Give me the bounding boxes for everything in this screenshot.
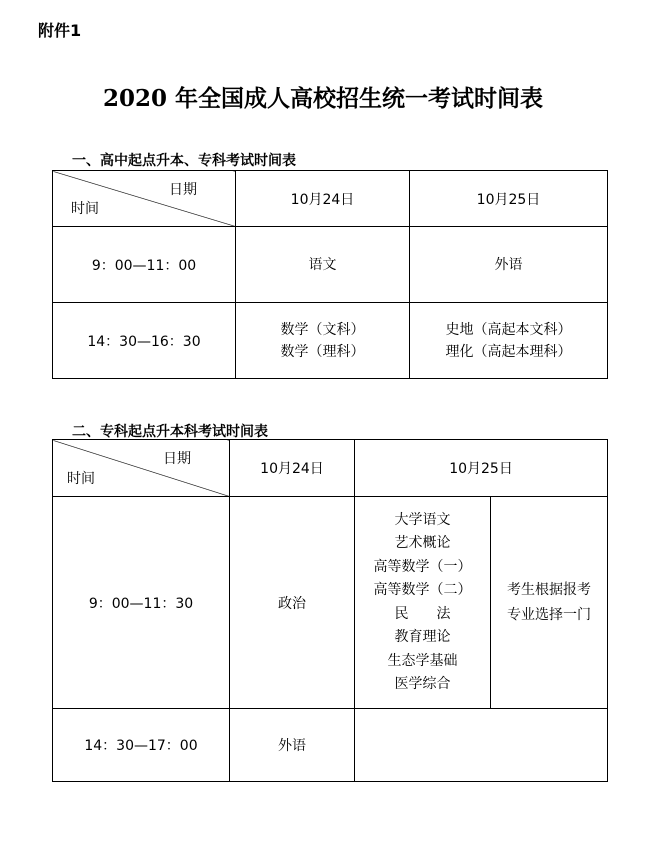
subject-text: 外语 [494, 256, 523, 273]
subject-text: 大学语文 [394, 511, 451, 528]
subject-text: 生态学基础 [387, 652, 458, 669]
subject-cell [410, 227, 608, 303]
section2-heading: 二、专科起点升本科考试时间表 [72, 424, 268, 440]
date-header-label: 日期 [169, 182, 197, 198]
subject-text: 艺术概论 [394, 535, 451, 551]
subject-text: 教育理论 [394, 629, 451, 645]
schedule-table-1 [52, 170, 608, 379]
table-row [53, 227, 608, 303]
selection-note-cell [491, 497, 608, 709]
table1-header-row [53, 171, 608, 227]
table2-day2-header: 10月25日 [355, 440, 608, 497]
subject-text: 民 法 [394, 605, 451, 622]
section1-heading: 一、高中起点升本、专科考试时间表 [72, 153, 296, 169]
time-slot-cell: 9：00—11：30 [53, 497, 230, 709]
subject-list-cell [355, 497, 491, 709]
table2-diagonal-header [53, 440, 230, 497]
time-header-label: 时间 [71, 201, 99, 217]
table-row [53, 497, 608, 709]
table-row [53, 709, 608, 782]
time-slot-cell: 9：00—11：00 [53, 227, 236, 303]
subject-cell: 政治 [230, 497, 355, 709]
document-title: 2020 年全国成人高校招生统一考试时间表 [102, 85, 544, 112]
table2-header-row [53, 440, 608, 497]
subject-cell: 外语 [230, 709, 355, 782]
subject-text: 高等数学（二） [373, 582, 472, 598]
attachment-label: 附件1 [38, 21, 82, 40]
subject-text: 理化（高起本理科） [445, 343, 572, 360]
note-text: 考生根据报考 [507, 581, 591, 598]
subject-text: 数学（理科） [280, 343, 365, 360]
time-header-label: 时间 [67, 471, 95, 487]
schedule-table-2 [52, 439, 608, 782]
subject-cell [236, 227, 410, 303]
empty-cell [355, 709, 608, 782]
subject-text: 数学（文科） [280, 321, 365, 338]
table-row [53, 303, 608, 379]
subject-text: 高等数学（一） [373, 558, 472, 575]
subject-cell [410, 303, 608, 379]
time-slot-cell: 14：30—17：00 [53, 709, 230, 782]
subject-cell [236, 303, 410, 379]
date-header-label: 日期 [163, 451, 191, 467]
subject-text: 史地（高起本文科） [445, 321, 572, 338]
table1-diagonal-header [53, 171, 236, 227]
table1-day1-header: 10月24日 [236, 171, 410, 227]
note-text: 专业选择一门 [507, 606, 591, 623]
table2-day1-header: 10月24日 [230, 440, 355, 497]
subject-text: 医学综合 [394, 676, 451, 692]
table1-day2-header: 10月25日 [410, 171, 608, 227]
subject-text: 语文 [308, 256, 337, 273]
time-slot-cell: 14：30—16：30 [53, 303, 236, 379]
